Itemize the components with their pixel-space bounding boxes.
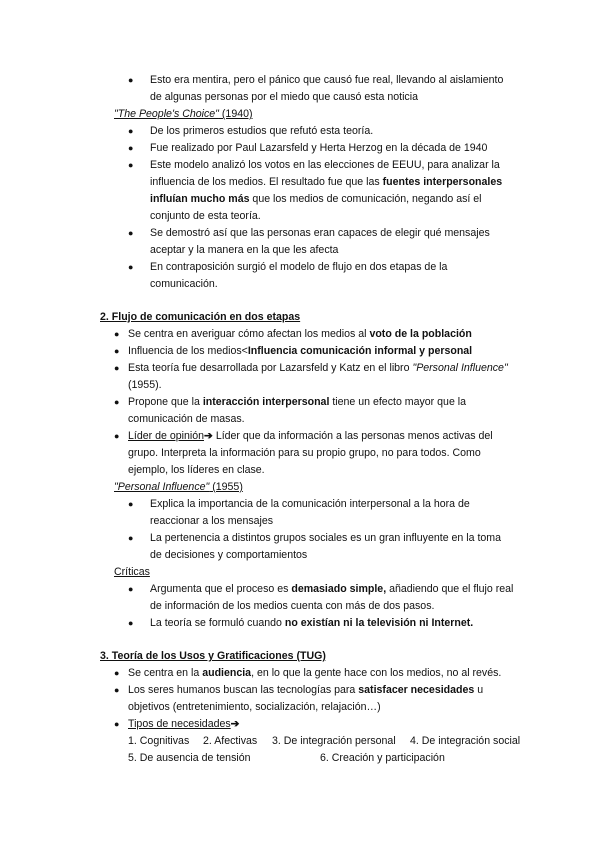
bullet: ●: [128, 499, 134, 509]
text-line: [128, 428, 493, 445]
text-run: Argumenta que el proceso es: [150, 583, 292, 595]
text-line: de decisiones y comportamientos: [150, 549, 308, 561]
subheading-criticas: Críticas: [114, 566, 150, 578]
need-item: 3. De integración personal: [272, 735, 396, 747]
text-line: De los primeros estudios que refutó esta teoría.: [150, 125, 374, 137]
text-line: Explica la importancia de la comunicación interpersonal a la hora de: [150, 498, 470, 510]
text-line: [150, 615, 473, 632]
bullet: ●: [114, 397, 120, 407]
underlined-run: Líder de opinión: [128, 430, 204, 442]
text-run: Se centra en la: [128, 667, 203, 679]
text-line: de información de los medios cuenta con más de dos pasos.: [150, 600, 435, 612]
bullet: ●: [114, 668, 120, 678]
text-line: objetivos (entretenimiento, socialización, relajación…): [128, 701, 381, 713]
text-run: u: [474, 684, 484, 696]
bold-run: audiencia: [202, 667, 252, 679]
text-run: Líder que da información a las personas menos activas del: [212, 430, 493, 442]
need-item: 2. Afectivas: [203, 735, 258, 747]
text-run: tiene un efecto mayor que la: [329, 396, 467, 408]
text-line: [128, 326, 472, 343]
text-run: que los medios de comunicación, negando así el: [249, 193, 482, 205]
text-line: conjunto de esta teoría.: [150, 210, 261, 222]
bullet: ●: [128, 143, 134, 153]
text-run: Esta teoría fue desarrollada por Lazarsfeld y Katz en el libro: [128, 362, 413, 374]
text-line: Esto era mentira, pero el pánico que causó fue real, llevando al aislamiento: [150, 74, 504, 86]
text-run: La teoría se formuló cuando: [150, 617, 285, 629]
text-line: Fue realizado por Paul Lazarsfeld y Herta Herzog en la década de 1940: [150, 142, 488, 154]
text-line: Este modelo analizó los votos en las elecciones de EEUU, para analizar la: [150, 159, 500, 171]
bullet: ●: [128, 618, 134, 628]
text-line: aceptar y la manera en la que les afecta: [150, 244, 339, 256]
text-line: de algunas personas por el miedo que causó esta noticia: [150, 91, 418, 103]
bold-run: satisfacer necesidades: [358, 684, 475, 696]
underlined-run: Tipos de necesidades: [128, 718, 231, 730]
text-run: , en lo que la gente hace con los medios, no al revés.: [251, 667, 502, 679]
bold-run: Influencia comunicación informal y personal: [247, 345, 473, 357]
need-item: 5. De ausencia de tensión: [128, 752, 251, 764]
book-year: (1955): [209, 481, 243, 493]
text-run: Propone que la: [128, 396, 203, 408]
text-run: Influencia de los medios<: [128, 345, 248, 357]
text-run: influencia de los medios. El resultado fue que las: [150, 176, 383, 188]
text-line: reaccionar a los mensajes: [150, 515, 274, 527]
text-line: Se demostró así que las personas eran capaces de elegir qué mensajes: [150, 227, 490, 239]
text-run: Los seres humanos buscan las tecnologías para: [128, 684, 359, 696]
arrow-icon: ➔: [230, 718, 240, 730]
text-line: ejemplo, los líderes en clase.: [128, 464, 265, 476]
text-line: [128, 394, 466, 411]
bullet: ●: [128, 533, 134, 543]
bullet: ●: [128, 584, 134, 594]
bold-run: no existían ni la televisión ni Internet.: [284, 617, 474, 629]
text-line: [128, 716, 240, 733]
text-line: [150, 174, 502, 191]
italic-run: "Personal Influence": [412, 362, 508, 374]
text-line: [128, 665, 501, 682]
bold-run: demasiado simple,: [291, 583, 387, 595]
need-item: 1. Cognitivas: [128, 735, 190, 747]
text-run: Se centra en averiguar cómo afectan los medios al: [128, 328, 370, 340]
bullet: ●: [114, 346, 120, 356]
text-run: añadiendo que el flujo real: [386, 583, 514, 595]
study-year: (1940): [218, 108, 253, 120]
section-title: 2. Flujo de comunicación en dos etapas: [100, 311, 301, 323]
text-line: [150, 191, 482, 208]
text-line: comunicación.: [150, 278, 218, 290]
need-item: 4. De integración social: [410, 735, 521, 747]
bold-run: fuentes interpersonales: [382, 176, 503, 188]
bullet: ●: [114, 431, 120, 441]
text-line: grupo. Interpreta la información para su propio grupo, no para todos. Como: [128, 447, 481, 459]
bullet: ●: [128, 75, 134, 85]
book-title: "Personal Influence": [114, 481, 210, 493]
bullet: ●: [114, 685, 120, 695]
section-title: 3. Teoría de los Usos y Gratificaciones (TUG): [100, 650, 326, 662]
bullet: ●: [128, 160, 134, 170]
subheading-personal-influence: [114, 479, 243, 496]
subheading-peoples-choice: [114, 106, 253, 123]
text-line: comunicación de masas.: [128, 413, 245, 425]
need-item: 6. Creación y participación: [320, 752, 445, 764]
text-line: [128, 682, 483, 699]
text-line: [128, 343, 472, 360]
arrow-icon: ➔: [203, 430, 213, 442]
bullet: ●: [114, 329, 120, 339]
text-line: La pertenencia a distintos grupos sociales es un gran influyente en la toma: [150, 532, 501, 544]
text-line: (1955).: [128, 379, 162, 391]
bold-run: influían mucho más: [150, 193, 250, 205]
bullet: ●: [128, 262, 134, 272]
text-line: [128, 360, 508, 377]
bullet: ●: [114, 719, 120, 729]
bullet: ●: [128, 126, 134, 136]
text-line: En contraposición surgió el modelo de flujo en dos etapas de la: [150, 261, 448, 273]
bullet: ●: [114, 363, 120, 373]
text-line: [150, 581, 513, 598]
study-title: "The People's Choice": [114, 108, 219, 120]
bold-run: interacción interpersonal: [202, 396, 330, 408]
bullet: ●: [128, 228, 134, 238]
bold-run: voto de la población: [369, 328, 472, 340]
